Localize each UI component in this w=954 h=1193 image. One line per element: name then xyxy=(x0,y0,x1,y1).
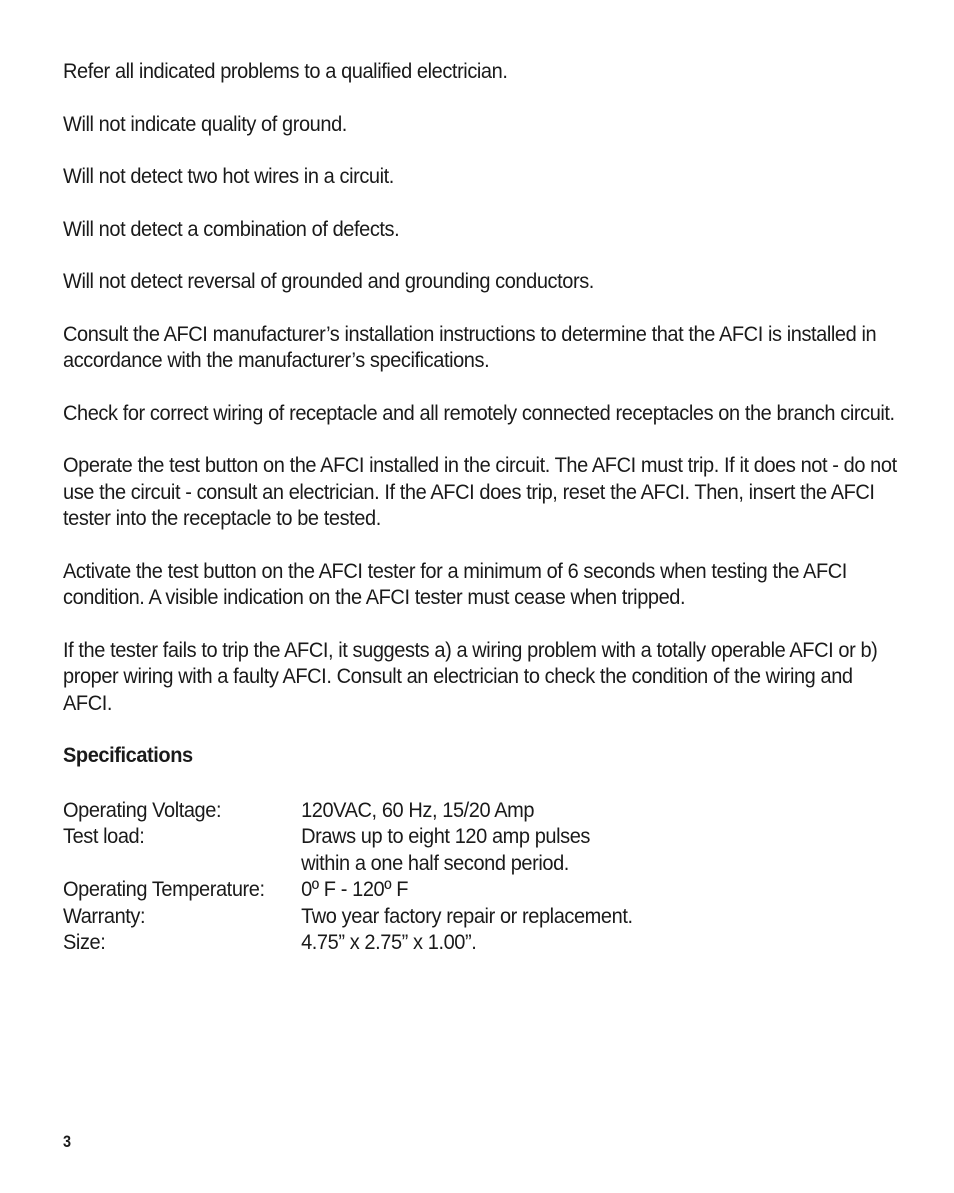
paragraph-consult-manufacturer: Consult the AFCI manufacturer’s installation instructions to determine that the AFCI is installed in accordance with the manufacturer’s specifications. xyxy=(63,321,877,372)
page-number: 3 xyxy=(63,1132,72,1151)
paragraph-activate-tester: Activate the test button on the AFCI tester for a minimum of 6 seconds when testing the AFCI condition. A visible indication on the AFCI tester must cease when tripped. xyxy=(63,558,847,609)
spec-label: Warranty: xyxy=(63,903,146,928)
spec-value-line: 120VAC, 60 Hz, 15/20 Amp xyxy=(301,797,535,822)
spec-value xyxy=(301,876,900,903)
spec-row-size xyxy=(63,929,900,956)
paragraph-operate-test-button: Operate the test button on the AFCI installed in the circuit. The AFCI must trip. If it does not - do not use the circuit - consult an electrician. If the AFCI does trip, reset the AFCI. Then, insert the AFCI tester into the receptacle to be tested. xyxy=(63,453,897,530)
spec-value xyxy=(301,823,900,876)
spec-row-warranty xyxy=(63,903,900,930)
paragraph-tester-fails: If the tester fails to trip the AFCI, it suggests a) a wiring problem with a totally operable AFCI or b) proper wiring with a faulty AFCI. Consult an electrician to check the condition of the wiring and AFCI. xyxy=(63,637,878,715)
paragraph-combination-defects: Will not detect a combination of defects. xyxy=(63,216,400,241)
spec-value xyxy=(301,797,900,824)
spec-label: Test load: xyxy=(63,824,145,848)
spec-value-line: 4.75” x 2.75” x 1.00”. xyxy=(301,930,477,954)
spec-value-line: Two year factory repair or replacement. xyxy=(301,903,633,928)
spec-value xyxy=(301,929,900,956)
document-page xyxy=(63,58,903,956)
paragraph-two-hot-wires: Will not detect two hot wires in a circuit. xyxy=(63,164,394,188)
spec-value xyxy=(301,903,900,930)
spec-row-voltage xyxy=(63,797,900,824)
paragraph-ground-quality: Will not indicate quality of ground. xyxy=(63,111,347,136)
spec-row-temperature xyxy=(63,876,900,903)
paragraph-reversal-conductors: Will not detect reversal of grounded and grounding conductors. xyxy=(63,269,594,293)
paragraph-check-wiring: Check for correct wiring of receptacle and all remotely connected receptacles on the branch circuit. xyxy=(63,400,895,425)
spec-value-line: Draws up to eight 120 amp pulses xyxy=(301,824,591,848)
spec-value-line: 0º F - 120º F xyxy=(301,877,409,901)
spec-value-line: within a one half second period. xyxy=(301,850,569,875)
specifications-table xyxy=(63,797,900,956)
spec-label: Size: xyxy=(63,930,106,954)
spec-row-test-load xyxy=(63,823,900,876)
specifications-heading: Specifications xyxy=(63,743,193,767)
spec-label: Operating Voltage: xyxy=(63,797,222,822)
paragraph-refer-problems: Refer all indicated problems to a qualified electrician. xyxy=(63,59,508,83)
spec-label: Operating Temperature: xyxy=(63,877,265,901)
